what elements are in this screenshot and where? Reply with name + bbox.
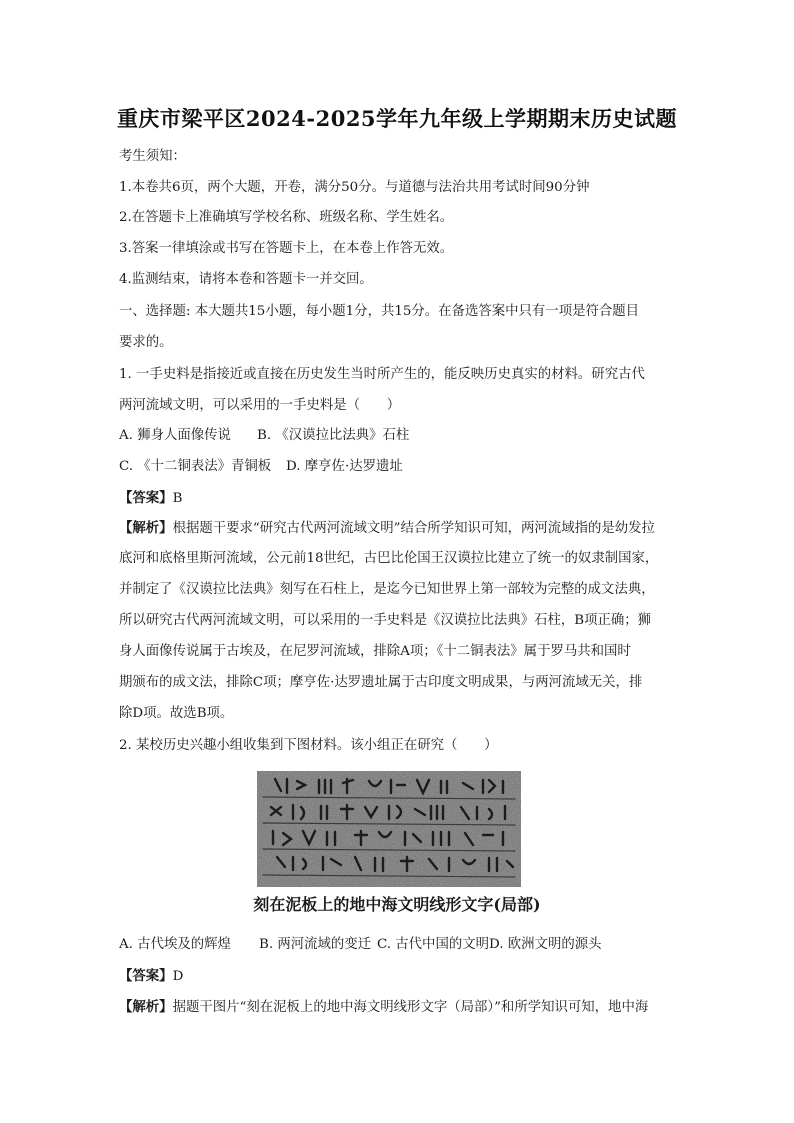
q1-option-d: D. 摩亨佐·达罗遗址 [286, 459, 403, 474]
q2-options-row [119, 935, 679, 955]
page-title: 重庆市梁平区2024-2025学年九年级上学期期末历史试题 [116, 106, 678, 131]
notice-item-2: 2.在答题卡上准确填写学校名称、班级名称、学生姓名。 [119, 210, 454, 225]
q2-option-c: C. 古代中国的文明 [377, 937, 490, 952]
figure-caption: 刻在泥板上的地中海文明线形文字(局部) [253, 895, 541, 914]
q1-analysis-line-3: 并制定了《汉谟拉比法典》刻写在石柱上，是迄今已知世界上第一部较为完整的成文法典， [119, 582, 655, 597]
q1-analysis-line-2: 底河和底格里斯河流域，公元前18世纪，古巴比伦国王汉谟拉比建立了统一的奴隶制国家， [119, 551, 659, 566]
q1-analysis-line-5: 身人面像传说属于古埃及，在尼罗河流域，排除A项；《十二铜表法》属于罗马共和国时 [119, 644, 631, 659]
answer-label: 【答案】 [119, 490, 173, 506]
q1-analysis-line-4: 所以研究古代两河流域文明，可以采用的一手史料是《汉谟拉比法典》石柱，B项正确；狮 [119, 613, 652, 628]
q2-option-d: D. 欧洲文明的源头 [489, 937, 602, 952]
q1-options-row-2 [119, 457, 679, 477]
section-heading-line-2: 要求的。 [119, 335, 173, 350]
q1-analysis-line-6: 期颁布的成文法，排除C项；摩亨佐·达罗遗址属于古印度文明成果，与两河流域无关，排 [119, 675, 643, 690]
q1-stem-line-1: 1. 一手史料是指接近或直接在历史发生当时所产生的，能反映历史真实的材料。研究古代 [119, 367, 645, 382]
notice-item-3: 3.答案一律填涂或书写在答题卡上，在本卷上作答无效。 [119, 241, 454, 256]
analysis-label: 【解析】 [119, 520, 173, 536]
notice-heading: 考生须知： [119, 149, 186, 164]
notice-item-4: 4.监测结束，请将本卷和答题卡一并交回。 [119, 272, 373, 287]
q2-answer [119, 966, 679, 987]
q2-option-a: A. 古代埃及的辉煌 [119, 937, 231, 952]
answer-value: B [172, 491, 183, 506]
section-heading-line-1: 一、选择题: 本大题共15小题，每小题1分，共15分。在备选答案中只有一项是符合题目 [119, 304, 640, 319]
notice-item-1: 1.本卷共6页，两个大题，开卷，满分50分。与道德与法治共用考试时间90分钟 [119, 180, 590, 195]
answer-label: 【答案】 [119, 968, 173, 984]
q1-options-row-1 [119, 426, 679, 446]
q1-option-a: A. 狮身人面像传说 [119, 428, 231, 443]
analysis-text: 据题干图片“刻在泥板上的地中海文明线形文字（局部）”和所学知识可知，地中海 [172, 1000, 649, 1015]
q1-analysis-line-7: 除D项。故选B项。 [119, 706, 234, 721]
analysis-text: 根据题干要求“研究古代两河流域文明”结合所学知识可知，两河流域指的是幼发拉 [172, 521, 655, 536]
clay-tablet-image [257, 771, 521, 887]
linear-script-tablet-illustration [257, 771, 521, 887]
analysis-label: 【解析】 [119, 999, 173, 1015]
q1-stem-line-2: 两河流域文明，可以采用的一手史料是（ ） [119, 398, 401, 413]
q1-option-b: B. 《汉谟拉比法典》石柱 [257, 428, 410, 443]
answer-value: D [172, 969, 184, 984]
q1-answer [119, 488, 679, 509]
q1-analysis-line-1 [119, 518, 679, 539]
q2-analysis-line-1 [119, 997, 679, 1018]
q1-option-c: C. 《十二铜表法》青铜板 [119, 459, 272, 474]
q2-stem: 2. 某校历史兴趣小组收集到下图材料。该小组正在研究（ ） [119, 738, 498, 753]
q2-option-b: B. 两河流域的变迁 [259, 937, 372, 952]
